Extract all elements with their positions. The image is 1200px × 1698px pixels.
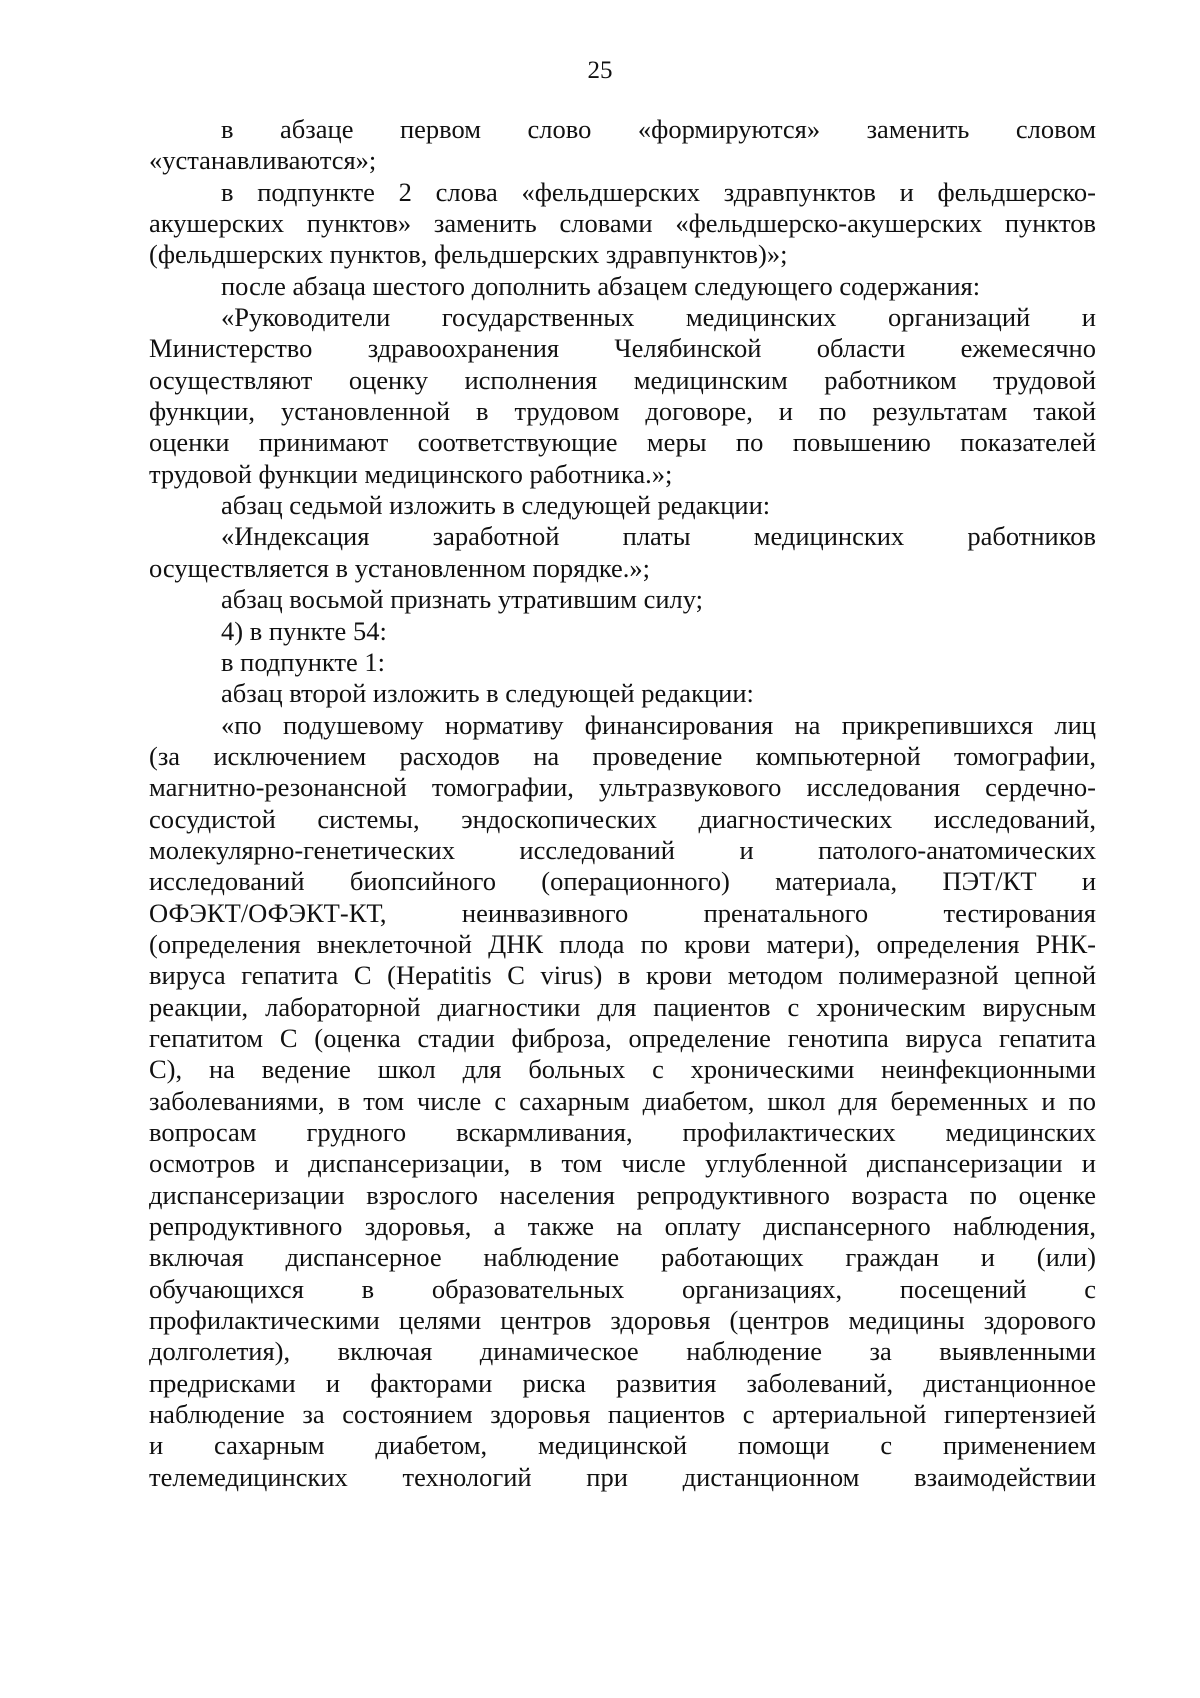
text-line: вопросам грудного вскармливания, профилактических медицинских: [149, 1117, 1096, 1147]
text-line: исследований биопсийного (операционного) материала, ПЭТ/КТ и: [149, 866, 1096, 897]
text-line: включая диспансерное наблюдение работающих граждан и (или): [149, 1242, 1096, 1273]
text-line: профилактическими целями центров здоровья (центров медицины здорового: [149, 1305, 1096, 1336]
text-line: вируса гепатита С (Hepatitis C virus) в крови методом полимеразной цепной: [149, 960, 1096, 991]
text-line: ОФЭКТ/ОФЭКТ-КТ, неинвазивного пренатального тестирования: [149, 897, 1096, 928]
text-line: обучающихся в образовательных организациях, посещений с: [149, 1273, 1096, 1304]
text-line: в подпункте 1:: [221, 646, 386, 677]
text-line: абзац седьмой изложить в следующей редакции:: [221, 490, 771, 521]
document-body: [149, 114, 1096, 1493]
text-line: акушерских пунктов» заменить словами «фельдшерско-акушерских пунктов: [149, 208, 1096, 239]
text-line: абзац второй изложить в следующей редакции:: [221, 678, 754, 709]
page-number: 25: [587, 57, 613, 84]
text-line: наблюдение за состоянием здоровья пациентов с артериальной гипертензией: [149, 1399, 1096, 1430]
text-line: оценки принимают соответствующие меры по повышению показателей: [149, 427, 1096, 458]
text-line: телемедицинских технологий при дистанционном взаимодействии: [149, 1461, 1096, 1492]
text-line: заболеваниями, в том числе с сахарным диабетом, школ для беременных и по: [149, 1085, 1096, 1116]
text-line: молекулярно-генетических исследований и патолого-анатомических: [149, 834, 1096, 865]
text-line: осмотров и диспансеризации, в том числе углубленной диспансеризации и: [149, 1148, 1096, 1179]
text-line: «Индексация заработной платы медицинских работников: [221, 521, 1096, 552]
text-line: реакции, лабораторной диагностики для пациентов с хроническим вирусным: [149, 991, 1096, 1022]
text-line: абзац восьмой признать утратившим силу;: [221, 584, 703, 615]
text-line: магнитно-резонансной томографии, ультразвукового исследования сердечно-: [149, 772, 1096, 803]
text-line: «по подушевому нормативу финансирования на прикрепившихся лиц: [221, 709, 1096, 740]
text-line: (за исключением расходов на проведение компьютерной томографии,: [149, 740, 1096, 771]
text-line: сосудистой системы, эндоскопических диагностических исследований,: [149, 803, 1096, 834]
text-line: диспансеризации взрослого населения репродуктивного возраста по оценке: [149, 1179, 1096, 1210]
text-line: С), на ведение школ для больных с хроническими неинфекционными: [149, 1054, 1096, 1085]
text-line: функции, установленной в трудовом договоре, и по результатам такой: [149, 396, 1096, 427]
text-line: осуществляется в установленном порядке.»;: [149, 552, 651, 583]
text-line: в подпункте 2 слова «фельдшерских здравпунктов и фельдшерско-: [221, 176, 1096, 207]
text-line: 4) в пункте 54:: [221, 615, 387, 646]
text-line: «устанавливаются»;: [149, 145, 377, 176]
text-line: и сахарным диабетом, медицинской помощи с применением: [149, 1430, 1096, 1461]
text-line: долголетия), включая динамическое наблюдение за выявленными: [149, 1336, 1096, 1367]
text-line: репродуктивного здоровья, а также на оплату диспансерного наблюдения,: [149, 1211, 1096, 1242]
text-line: «Руководители государственных медицинских организаций и: [221, 302, 1096, 333]
text-line: (фельдшерских пунктов, фельдшерских здравпунктов)»;: [149, 239, 788, 270]
text-line: трудовой функции медицинского работника.»;: [149, 458, 673, 489]
text-line: в абзаце первом слово «формируются» заменить словом: [221, 114, 1096, 144]
text-line: после абзаца шестого дополнить абзацем следующего содержания:: [221, 270, 981, 301]
text-line: Министерство здравоохранения Челябинской области ежемесячно: [149, 333, 1096, 364]
text-line: (определения внеклеточной ДНК плода по крови матери), определения РНК-: [149, 928, 1096, 959]
text-line: осуществляют оценку исполнения медицинским работником трудовой: [149, 364, 1096, 395]
text-line: гепатитом С (оценка стадии фиброза, определение генотипа вируса гепатита: [149, 1022, 1096, 1053]
text-line: предрисками и факторами риска развития заболеваний, дистанционное: [149, 1367, 1096, 1398]
